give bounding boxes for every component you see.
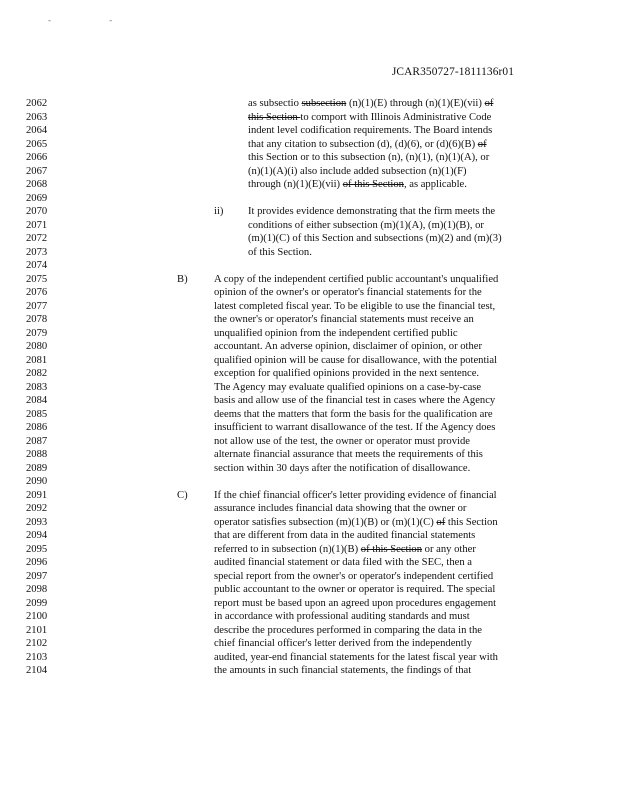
line-number: 2093 <box>26 516 48 528</box>
line-text: report must be based upon an agreed upon procedures engagement <box>214 597 497 609</box>
deleted-text: of this Section <box>360 543 423 555</box>
blank-line <box>0 475 618 489</box>
line-text: this Section or to this subsection (n), (n)(1), (n)(1)(A), or <box>248 152 490 163</box>
line-number: 2098 <box>26 584 48 595</box>
text-segment: this Section <box>445 516 498 528</box>
text-line <box>0 421 618 435</box>
text-line <box>0 111 618 125</box>
line-text <box>214 543 476 557</box>
line-number: 2086 <box>26 422 48 433</box>
line-number: 2084 <box>26 395 48 406</box>
line-number: 2075 <box>26 273 48 285</box>
line-number: 2100 <box>26 611 48 622</box>
line-text: that are different from data in the audited financial statements <box>214 530 476 541</box>
text-line <box>0 151 618 165</box>
line-number: 2089 <box>26 462 48 474</box>
text-line <box>0 408 618 422</box>
line-number: 2074 <box>26 260 48 271</box>
text-segment: as subsectio <box>248 98 302 109</box>
blank-line <box>0 259 618 273</box>
line-text: qualified opinion will be cause for disallowance, with the potential <box>214 354 498 366</box>
line-text <box>248 111 491 125</box>
line-text: of this Section. <box>248 246 312 258</box>
text-line <box>0 313 618 327</box>
line-number: 2073 <box>26 246 48 258</box>
item-label-ii: ii) <box>214 206 224 217</box>
text-line <box>0 232 618 246</box>
text-line <box>0 610 618 624</box>
document-header-id: JCAR350727-1811136r01 <box>391 66 514 78</box>
line-text: section within 30 days after the notification of disallowance. <box>214 462 471 474</box>
text-line <box>0 435 618 449</box>
text-segment: to comport with Illinois Administrative Code <box>300 111 492 123</box>
line-number: 2080 <box>26 341 48 352</box>
line-number: 2081 <box>26 354 48 366</box>
line-number: 2063 <box>26 111 48 123</box>
text-line <box>0 138 618 152</box>
line-text <box>248 138 487 152</box>
text-line <box>0 394 618 408</box>
line-number: 2097 <box>26 570 48 582</box>
line-number: 2078 <box>26 314 48 325</box>
text-line <box>0 556 618 570</box>
line-number: 2101 <box>26 624 48 636</box>
line-text <box>248 97 493 111</box>
line-number: 2090 <box>26 476 48 487</box>
text-segment: operator satisfies subsection (m)(1)(B) or (m)(1)(C) <box>214 516 437 528</box>
text-line <box>0 246 618 260</box>
line-number: 2085 <box>26 408 48 420</box>
deleted-text: subsection <box>301 98 347 109</box>
text-line <box>0 327 618 341</box>
text-segment: (n)(1)(E) through (n)(1)(E)(vii) <box>346 98 485 109</box>
text-line <box>0 367 618 381</box>
item-label-c: C) <box>177 489 188 501</box>
line-text <box>214 516 498 530</box>
line-number: 2072 <box>26 233 48 244</box>
line-number: 2091 <box>26 489 48 501</box>
text-line <box>0 529 618 543</box>
line-text: conditions of either subsection (m)(1)(A), (m)(1)(B), or <box>248 219 484 231</box>
line-text: indent level codification requirements. The Board intends <box>248 125 493 136</box>
text-line <box>0 205 618 219</box>
line-text: It provides evidence demonstrating that the firm meets the <box>248 206 496 217</box>
line-text: accountant. An adverse opinion, disclaimer of opinion, or other <box>214 341 483 352</box>
line-number: 2066 <box>26 152 48 163</box>
text-line <box>0 637 618 651</box>
item-label-b: B) <box>177 273 188 285</box>
deleted-text: of <box>436 516 446 528</box>
line-text: chief financial officer's letter derived from the independently <box>214 638 472 649</box>
text-line <box>0 354 618 368</box>
text-line <box>0 462 618 476</box>
text-line <box>0 597 618 611</box>
line-text: special report from the owner's or operator's independent certified <box>214 570 494 582</box>
line-number: 2103 <box>26 651 48 663</box>
text-segment: or any other <box>422 543 476 555</box>
text-line <box>0 340 618 354</box>
text-segment: referred to in subsection (n)(1)(B) <box>214 543 361 555</box>
text-line <box>0 219 618 233</box>
text-line <box>0 664 618 678</box>
line-number: 2064 <box>26 125 48 136</box>
text-line <box>0 624 618 638</box>
document-body <box>0 97 618 678</box>
line-text: alternate financial assurance that meets the requirements of this <box>214 449 483 460</box>
line-number: 2070 <box>26 206 48 217</box>
text-line <box>0 273 618 287</box>
line-number: 2069 <box>26 192 48 204</box>
text-line <box>0 178 618 192</box>
line-text: the amounts in such financial statements, the findings of that <box>214 665 472 676</box>
line-number: 2079 <box>26 327 48 339</box>
text-line <box>0 570 618 584</box>
text-segment: that any citation to subsection (d), (d)(6), or (d)(6)(B) <box>248 138 478 150</box>
line-text: (n)(1)(A)(i) also include added subsection (n)(1)(F) <box>248 165 467 177</box>
line-text: unqualified opinion from the independent certified public <box>214 327 458 339</box>
line-text <box>248 178 467 192</box>
line-text: opinion of the owner's or operator's financial statements for the <box>214 287 482 298</box>
line-text: audited financial statement or data filed with the SEC, then a <box>214 557 472 568</box>
text-line <box>0 381 618 395</box>
text-line <box>0 97 618 111</box>
line-text: A copy of the independent certified public accountant's unqualified <box>214 273 499 285</box>
blank-line <box>0 192 618 206</box>
line-text: assurance includes financial data showing that the owner or <box>214 503 467 514</box>
text-line <box>0 286 618 300</box>
line-number: 2102 <box>26 638 48 649</box>
line-text: The Agency may evaluate qualified opinions on a case-by-case <box>214 381 482 393</box>
line-number: 2065 <box>26 138 48 150</box>
text-line <box>0 489 618 503</box>
line-number: 2071 <box>26 219 48 231</box>
line-number: 2095 <box>26 543 48 555</box>
line-number: 2092 <box>26 503 48 514</box>
line-number: 2083 <box>26 381 48 393</box>
line-text: exception for qualified opinions provided in the next sentence. <box>214 368 480 379</box>
line-text: describe the procedures performed in comparing the data in the <box>214 624 482 636</box>
scan-corner-marks: - - <box>48 15 141 25</box>
line-text: insufficient to warrant disallowance of the test. If the Agency does <box>214 422 496 433</box>
line-number: 2068 <box>26 179 48 190</box>
line-number: 2094 <box>26 530 48 541</box>
text-line <box>0 300 618 314</box>
deleted-text: of <box>484 98 494 109</box>
line-text: in accordance with professional auditing standards and must <box>214 611 470 622</box>
deleted-text: of this Section <box>342 179 404 190</box>
line-number: 2077 <box>26 300 48 312</box>
line-number: 2087 <box>26 435 48 447</box>
line-text: (m)(1)(C) of this Section and subsections (m)(2) and (m)(3) <box>248 233 502 244</box>
text-line <box>0 448 618 462</box>
line-number: 2088 <box>26 449 48 460</box>
text-line <box>0 516 618 530</box>
line-number: 2104 <box>26 665 48 676</box>
text-segment: , as applicable. <box>403 179 467 190</box>
line-text: basis and allow use of the financial test in cases where the Agency <box>214 395 496 406</box>
line-number: 2062 <box>26 98 48 109</box>
line-text: audited, year-end financial statements for the latest fiscal year with <box>214 651 498 663</box>
line-text: If the chief financial officer's letter providing evidence of financial <box>214 489 497 501</box>
deleted-text: of <box>477 138 487 150</box>
line-number: 2096 <box>26 557 48 568</box>
text-line <box>0 124 618 138</box>
line-number: 2099 <box>26 597 48 609</box>
text-segment: through (n)(1)(E)(vii) <box>248 179 343 190</box>
line-text: latest completed fiscal year. To be eligible to use the financial test, <box>214 300 496 312</box>
text-line <box>0 165 618 179</box>
text-line <box>0 583 618 597</box>
line-text: deems that the matters that form the basis for the qualification are <box>214 408 493 420</box>
text-line <box>0 543 618 557</box>
line-number: 2067 <box>26 165 48 177</box>
deleted-text: this Section <box>248 111 301 123</box>
line-text: not allow use of the test, the owner or operator must provide <box>214 435 470 447</box>
line-number: 2076 <box>26 287 48 298</box>
line-number: 2082 <box>26 368 48 379</box>
text-line <box>0 651 618 665</box>
text-line <box>0 502 618 516</box>
line-text: the owner's or operator's financial statements must receive an <box>214 314 474 325</box>
line-text: public accountant to the owner or operator is required. The special <box>214 584 496 595</box>
